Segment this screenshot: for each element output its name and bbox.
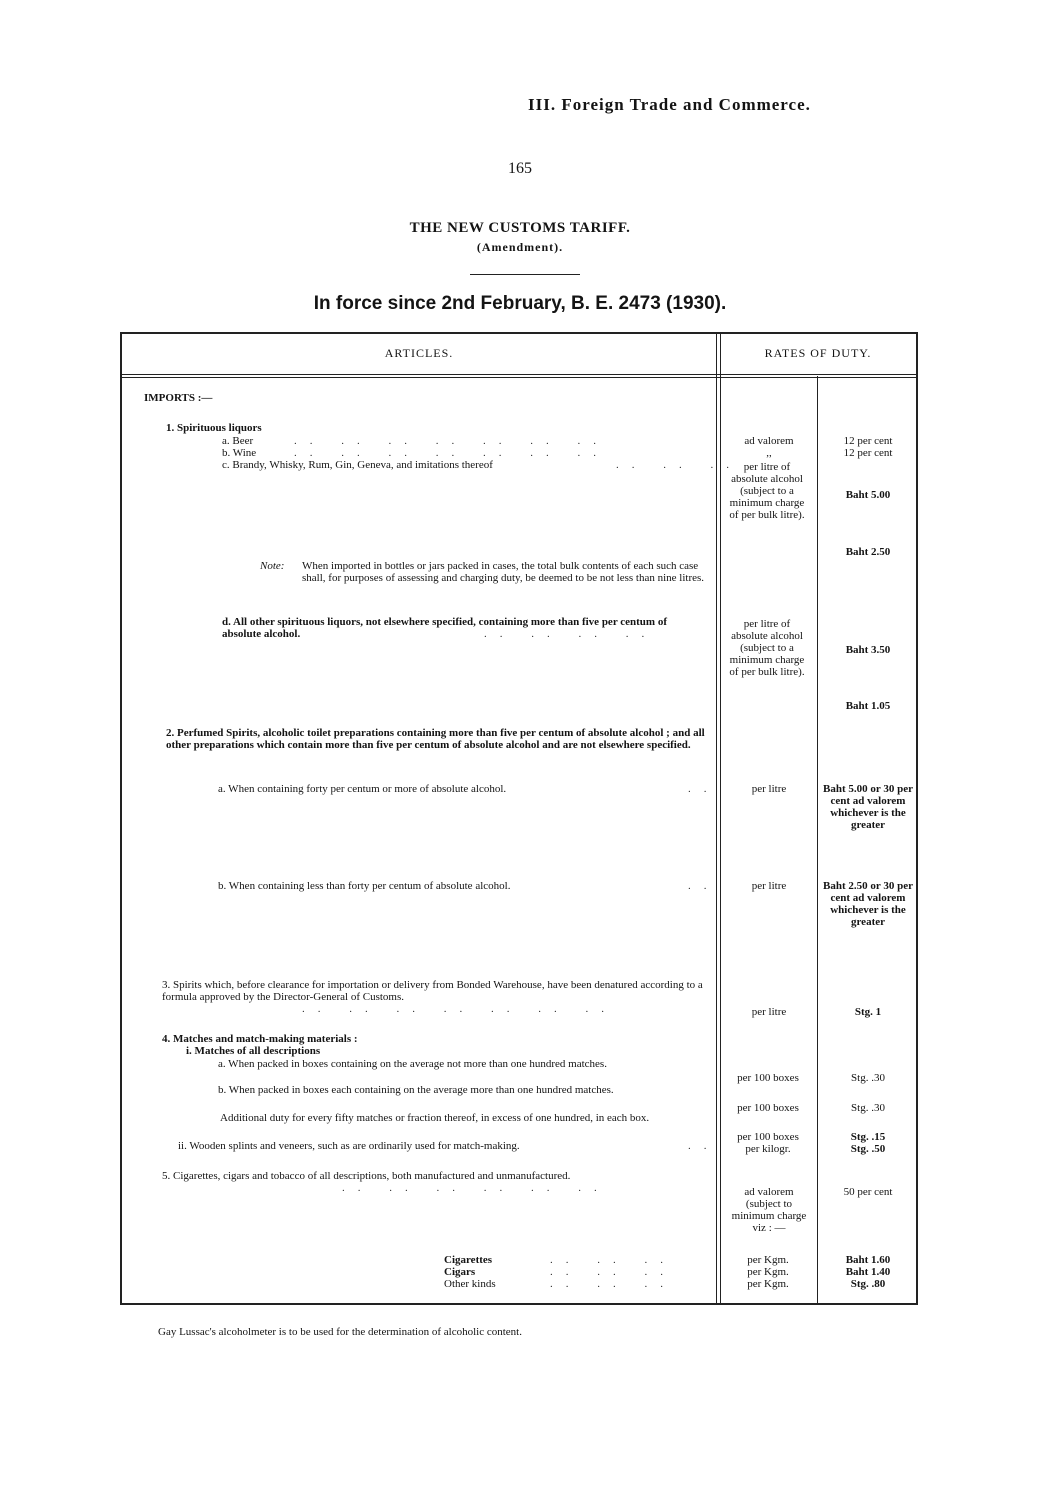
footnote: Gay Lussac's alcoholmeter is to be used for the determination of alcoholic content. [158,1326,522,1338]
title-rule [470,274,580,275]
column-header-rates: RATES OF DUTY. [764,346,872,360]
item-2b-label: b. When containing less than forty per centum of absolute alcohol. [218,880,511,892]
item-4ii-label: ii. Wooden splints and veneers, such as are ordinarily used for match-making. [178,1140,520,1152]
item-1b-rate: 12 per cent [843,447,893,459]
item-4b-basis: per 100 boxes [737,1102,799,1114]
column-divider-articles [716,334,717,1303]
item-2a-rate: Baht 5.00 or 30 per cent ad valorem whichever is the greater [823,783,913,831]
item-1a-basis: ad valorem [744,435,794,447]
item-4i-label: i. Matches of all descriptions [186,1045,321,1057]
item-4b-label: b. When packed in boxes each containing on the average more than one hundred matches. [218,1084,614,1096]
item-1d-rate-minimum: Baht 1.05 [845,700,891,712]
item-2-title: 2. Perfumed Spirits, alcoholic toilet preparations containing more than five per centum of absolute alcohol ; and all other preparations which contain more than five per centum of absolute alcohol and are not elsewhere specified. [166,727,705,751]
item-1d-rate-per-litre: Baht 3.50 [845,644,891,656]
item-5-other-label: Other kinds [444,1278,496,1290]
item-5-title: 5. Cigarettes, cigars and tobacco of all descriptions, both manufactured and unmanufactured. [162,1170,571,1182]
page-subtitle: (Amendment). [476,240,564,254]
item-1a-label: a. Beer [222,435,254,447]
item-5-other-rate: Stg. .80 [850,1278,886,1290]
item-2a-basis: per litre [751,783,787,795]
item-2b-basis: per litre [751,880,787,892]
item-3-rate: Stg. 1 [854,1006,882,1018]
item-5-cigars-rate: Baht 1.40 [845,1266,891,1278]
item-4-additional-basis: per 100 boxes [737,1131,799,1143]
item-1c-rate-per-litre: Baht 5.00 [845,489,891,501]
imports-label: IMPORTS :— [144,392,213,404]
column-header-articles: ARTICLES. [384,346,454,360]
item-3-title: 3. Spirits which, before clearance for importation or delivery from Bonded Warehouse, have been denatured according to a formula approved by the Director-General of Customs. [162,979,703,1003]
item-1c-rate-minimum: Baht 2.50 [845,546,891,558]
page-title: THE NEW CUSTOMS TARIFF. [409,220,631,236]
item-5-other-basis: per Kgm. [747,1278,789,1290]
note-label: Note: [260,560,285,572]
item-4-title: 4. Matches and match-making materials : [162,1033,358,1045]
item-1b-basis: ,, [766,447,772,459]
header-rule [122,374,916,375]
item-5-basis: ad valorem (subject to minimum charge viz : — [731,1186,807,1234]
column-divider-articles-double [720,334,721,1303]
item-1-title: 1. Spirituous liquors [166,422,262,434]
item-2b-rate: Baht 2.50 or 30 per cent ad valorem whichever is the greater [823,880,913,928]
column-divider-rates [817,376,818,1303]
item-4ii-basis: per kilogr. [745,1143,791,1155]
item-1b-label: b. Wine [222,447,257,459]
item-4a-rate: Stg. .30 [851,1072,885,1084]
section-header: III. Foreign Trade and Commerce. [528,95,811,114]
item-4-additional-rate: Stg. .15 [850,1131,886,1143]
item-5-rate: 50 per cent [843,1186,893,1198]
item-1d-basis: per litre of absolute alcohol (subject to a minimum charge of per bulk litre). [729,618,805,678]
page-number: 165 [508,160,532,177]
item-4-additional-label: Additional duty for every fifty matches or fraction thereof, in excess of one hundred, in each box. [220,1112,650,1124]
item-5-cigars-label: Cigars [444,1266,476,1278]
item-5-cigarettes-label: Cigarettes [444,1254,493,1266]
item-1d-label: d. All other spirituous liquors, not elsewhere specified, containing more than five per centum of absolute alcohol. [222,616,667,640]
note-text: When imported in bottles or jars packed in cases, the total bulk contents of each such case shall, for purposes of assessing and charging duty, be deemed to be not less than nine litres. [302,560,705,584]
tariff-table: ARTICLES. RATES OF DUTY. IMPORTS :— 1. Spirituous liquors a. Beer .. .. .. .. .. .. .. b. Wine .. .. .. .. .. .. .. c. Brandy, Whisky, Rum, Gin, Geneva, and imitations thereof .. .. .. ad valorem 12 per cent ,, 12 per cent per litre of absolute alcohol (subject to a minimum charge of per bulk litre). Baht 5.00 Baht 2.50 Note: When imported in bottles or jars packed in cases, the total bulk contents of each such case shall, for purposes of assessing and charging duty, be deemed to be not less than nine litres. d. All other spirituous liquors, not elsewhere specified, containing more than five per centum of absolute alcohol. .. .. .. .. per litre of absolute alcohol (subject to a minimum charge of per bulk litre). Baht 3.50 Baht 1.05 2. Perfumed Spirits, alcoholic toilet preparations containing more than five per centum of absolute alcohol ; and all other preparations which contain more than five per centum of absolute alcohol and are not elsewhere specified. a. When containing forty per centum or more of absolute alcohol. .. per litre Baht 5.00 or 30 per cent ad valorem whichever is the greater b. When containing less than forty per centum of absolute alcohol. .. per litre Baht 2.50 or 30 per cent ad valorem whichever is the greater 3. Spirits which, before clearance for importation or delivery from Bonded Warehouse, have been denatured according to a formula approved by the Director-General of Customs. .. .. .. .. .. .. .. per litre Stg. 1 4. Matches and match-making materials : i. Matches of all descriptions a. When packed in boxes containing on the average not more than one hundred matches. per 100 boxes Stg. .30 b. When packed in boxes each containing on the average more than one hundred matches. per 100 boxes Stg. .30 Additional duty for every fifty matches or fraction thereof, in excess of one hundred, in each box. per 100 boxes Stg. .15 ii. Wooden splints and veneers, such as are ordinarily used for match-making. .. per kilogr. Stg. .50 5. Cigarettes, cigars and tobacco of all descriptions, both manufactured and unmanufactured. .. .. .. .. .. .. ad valorem (subject to minimum charge viz : — 50 per cent Cigarettes .. .. .. per Kgm. Baht 1.60 Cigars .. .. .. per Kgm. Baht 1.40 Other kinds .. .. .. per Kgm. Stg. .80 [120,332,918,1305]
item-5-cigarettes-basis: per Kgm. [747,1254,789,1266]
header-rule-double [122,377,916,378]
item-1a-rate: 12 per cent [843,435,893,447]
item-5-cigars-basis: per Kgm. [747,1266,789,1278]
item-4ii-rate: Stg. .50 [850,1143,886,1155]
item-1c-basis: per litre of absolute alcohol (subject to a minimum charge of per bulk litre). [729,461,805,521]
item-3-basis: per litre [751,1006,787,1018]
item-2a-label: a. When containing forty per centum or more of absolute alcohol. [218,783,507,795]
item-4a-label: a. When packed in boxes containing on the average not more than one hundred matches. [218,1058,607,1070]
item-1c-label: c. Brandy, Whisky, Rum, Gin, Geneva, and imitations thereof [222,459,493,471]
item-5-cigarettes-rate: Baht 1.60 [845,1254,891,1266]
item-4a-basis: per 100 boxes [737,1072,799,1084]
in-force-date: In force since 2nd February, B. E. 2473 (1930). [313,293,727,314]
item-4b-rate: Stg. .30 [851,1102,885,1114]
